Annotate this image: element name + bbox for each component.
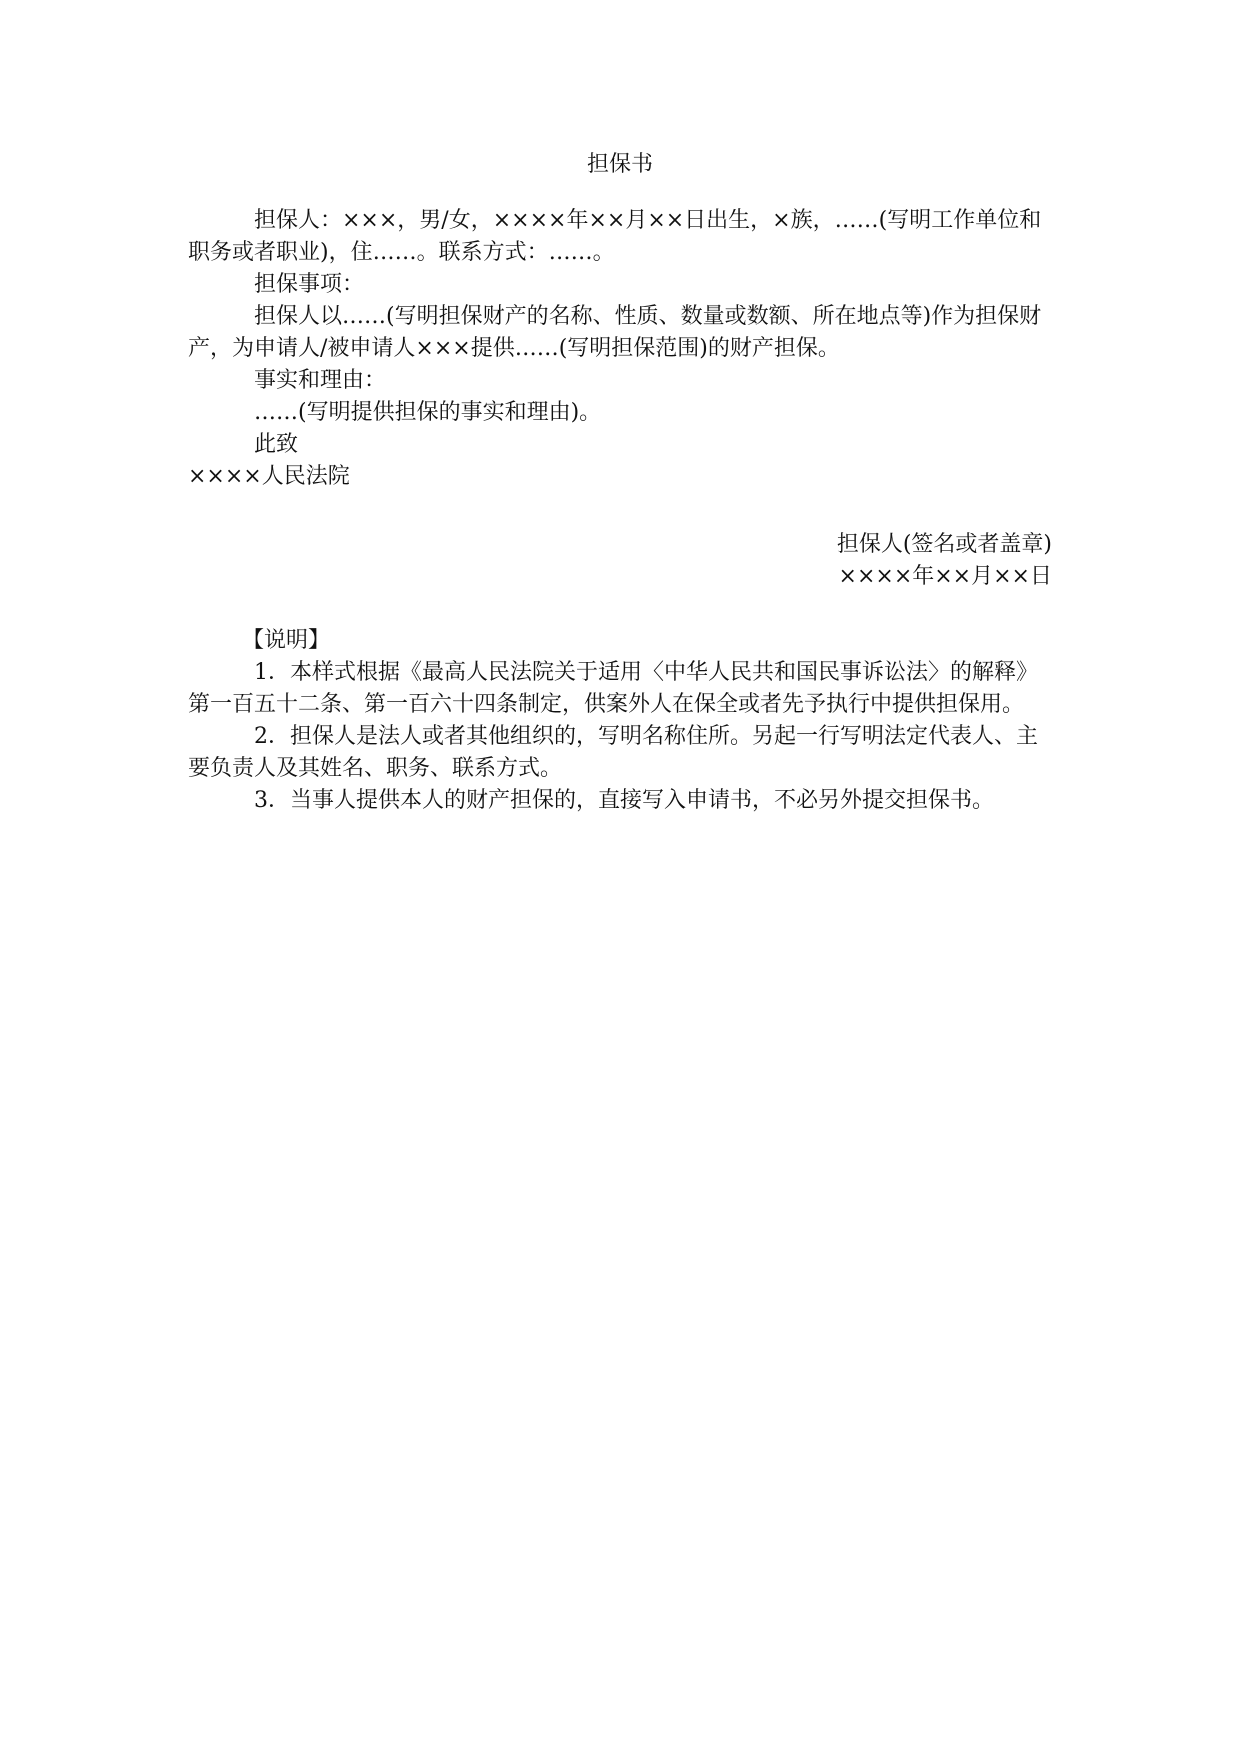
note-item-1: 1．本样式根据《最高人民法院关于适用〈中华人民共和国民事诉讼法〉的解释》第一百五十二条、第一百六十四条制定，供案外人在保全或者先予执行中提供担保用。 (188, 660, 1038, 717)
facts-reasons-text: ……(写明提供担保的事实和理由)。 (254, 400, 602, 425)
notes-section (188, 625, 1052, 817)
document-body (188, 149, 1052, 817)
recipient-court: ××××人民法院 (188, 464, 350, 489)
facts-reasons-heading: 事实和理由： (254, 368, 387, 393)
note-item-2: 2．担保人是法人或者其他组织的，写明名称住所。另起一行写明法定代表人、主要负责人及其姓名、职务、联系方式。 (188, 724, 1038, 781)
document-title: 担保书 (586, 152, 653, 177)
date-line: ××××年××月××日 (838, 564, 1052, 589)
note-item-3: 3．当事人提供本人的财产担保的，直接写入申请书，不必另外提交担保书。 (254, 788, 994, 813)
salutation: 此致 (254, 432, 299, 457)
notes-title: 【说明】 (242, 628, 331, 653)
guarantee-matters-heading: 担保事项： (254, 272, 365, 297)
signature-line: 担保人(签名或者盖章) (836, 532, 1052, 557)
signature-block (188, 529, 1052, 593)
guarantor-info: 担保人：×××，男/女，××××年××月××日出生，×族，……(写明工作单位和职务或者职业)，住……。联系方式：……。 (188, 208, 1042, 265)
guarantee-matters-text: 担保人以……(写明担保财产的名称、性质、数量或数额、所在地点等)作为担保财产，为申请人/被申请人×××提供……(写明担保范围)的财产担保。 (188, 304, 1042, 361)
